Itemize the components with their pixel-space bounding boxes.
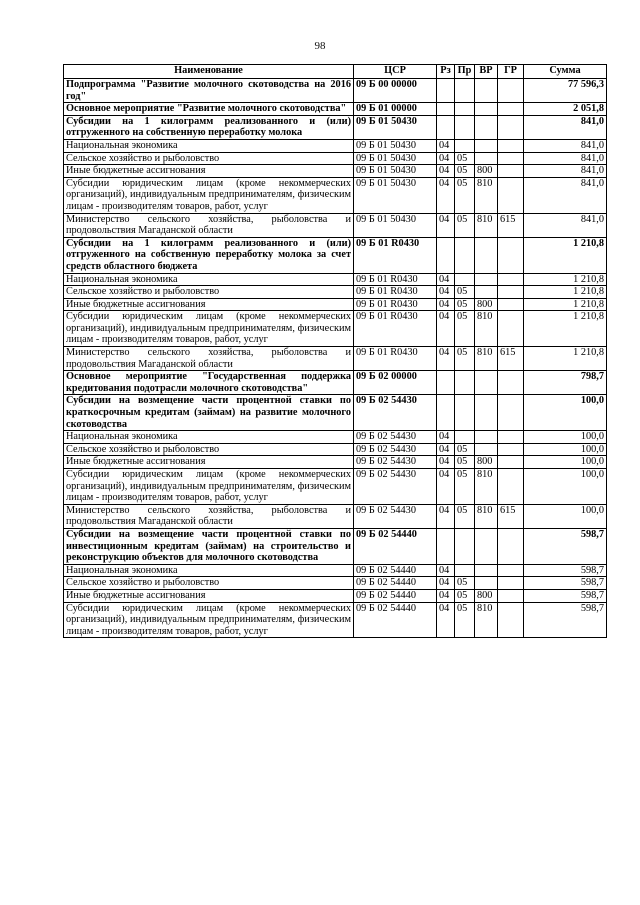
cell-rz: 04 [437,577,455,590]
cell-name: Иные бюджетные ассигнования [64,589,354,602]
cell-csr: 09 Б 01 50430 [354,177,437,213]
cell-gr [498,395,524,431]
cell-csr: 09 Б 01 50430 [354,152,437,165]
table-row [64,177,607,213]
cell-rz: 04 [437,564,455,577]
cell-gr: 615 [498,347,524,371]
cell-rz [437,79,455,103]
cell-gr [498,577,524,590]
table-row [64,602,607,638]
cell-rz: 04 [437,298,455,311]
table-row [64,564,607,577]
table-row [64,589,607,602]
cell-vr: 800 [475,298,498,311]
cell-gr: 615 [498,504,524,528]
cell-pr [455,139,475,152]
cell-name: Подпрограмма "Развитие молочного скотоводства на 2016 год" [64,79,354,103]
cell-gr [498,177,524,213]
cell-sum: 598,7 [524,589,607,602]
cell-csr: 09 Б 02 54440 [354,564,437,577]
cell-csr: 09 Б 01 50430 [354,115,437,139]
cell-pr: 05 [455,347,475,371]
cell-csr: 09 Б 02 54430 [354,456,437,469]
table-row [64,504,607,528]
cell-pr: 05 [455,152,475,165]
cell-gr [498,528,524,564]
page-number: 98 [314,40,326,52]
cell-csr: 09 Б 02 54430 [354,504,437,528]
cell-pr [455,371,475,395]
cell-vr: 800 [475,589,498,602]
cell-csr: 09 Б 02 54440 [354,577,437,590]
table-row [64,115,607,139]
cell-csr: 09 Б 01 50430 [354,165,437,178]
table-row [64,139,607,152]
cell-csr: 09 Б 02 00000 [354,371,437,395]
cell-vr [475,152,498,165]
table-row [64,347,607,371]
cell-sum: 1 210,8 [524,273,607,286]
cell-pr [455,395,475,431]
cell-sum: 598,7 [524,577,607,590]
table-row [64,395,607,431]
header-sum: Сумма [524,65,607,79]
cell-name: Министерство сельского хозяйства, рыболовства и продовольствия Магаданской области [64,504,354,528]
cell-csr: 09 Б 01 R0430 [354,298,437,311]
cell-gr [498,139,524,152]
cell-sum: 1 210,8 [524,311,607,347]
cell-csr: 09 Б 01 R0430 [354,273,437,286]
cell-vr [475,528,498,564]
cell-name: Субсидии юридическим лицам (кроме некоммерческих организаций), индивидуальным предпринимателям, физическим лицам - производителям товаров, работ, услуг [64,177,354,213]
cell-name: Сельское хозяйство и рыболовство [64,286,354,299]
cell-csr: 09 Б 02 54430 [354,443,437,456]
cell-sum: 841,0 [524,115,607,139]
cell-gr [498,115,524,139]
table-row [64,152,607,165]
cell-pr [455,528,475,564]
header-gr: ГР [498,65,524,79]
cell-rz [437,371,455,395]
cell-vr: 810 [475,347,498,371]
cell-sum: 2 051,8 [524,103,607,116]
cell-sum: 1 210,8 [524,286,607,299]
header-csr: ЦСР [354,65,437,79]
cell-vr [475,103,498,116]
cell-vr [475,139,498,152]
cell-pr [455,564,475,577]
header-rz: Рз [437,65,455,79]
cell-name: Основное мероприятие "Развитие молочного скотоводства" [64,103,354,116]
table-row [64,577,607,590]
cell-sum: 100,0 [524,504,607,528]
cell-pr: 05 [455,504,475,528]
cell-sum: 798,7 [524,371,607,395]
cell-vr [475,79,498,103]
cell-name: Иные бюджетные ассигнования [64,456,354,469]
cell-sum: 841,0 [524,139,607,152]
cell-name: Основное мероприятие "Государственная поддержка кредитования подотрасли молочного скотоводства" [64,371,354,395]
cell-name: Национальная экономика [64,139,354,152]
cell-gr [498,469,524,505]
cell-rz [437,237,455,273]
cell-sum: 841,0 [524,213,607,237]
cell-gr: 615 [498,213,524,237]
cell-gr [498,456,524,469]
cell-rz: 04 [437,286,455,299]
cell-vr: 800 [475,456,498,469]
cell-name: Национальная экономика [64,273,354,286]
cell-csr: 09 Б 01 50430 [354,213,437,237]
cell-gr [498,152,524,165]
cell-pr: 05 [455,286,475,299]
cell-name: Министерство сельского хозяйства, рыболовства и продовольствия Магаданской области [64,213,354,237]
cell-rz: 04 [437,152,455,165]
cell-sum: 598,7 [524,564,607,577]
cell-vr [475,273,498,286]
cell-gr [498,431,524,444]
cell-rz: 04 [437,177,455,213]
cell-gr [498,103,524,116]
cell-sum: 100,0 [524,443,607,456]
cell-vr: 810 [475,504,498,528]
cell-gr [498,273,524,286]
cell-sum: 1 210,8 [524,347,607,371]
cell-name: Сельское хозяйство и рыболовство [64,443,354,456]
cell-sum: 77 596,3 [524,79,607,103]
cell-name: Иные бюджетные ассигнования [64,298,354,311]
cell-rz: 04 [437,431,455,444]
cell-name: Субсидии на 1 килограмм реализованного и (или) отгруженного на собственную переработку молока [64,115,354,139]
cell-rz [437,115,455,139]
cell-csr: 09 Б 01 R0430 [354,286,437,299]
header-pr: Пр [455,65,475,79]
cell-csr: 09 Б 00 00000 [354,79,437,103]
header-vr: ВР [475,65,498,79]
cell-csr: 09 Б 02 54430 [354,469,437,505]
cell-gr [498,237,524,273]
cell-sum: 100,0 [524,395,607,431]
table-row [64,79,607,103]
header-name: Наименование [64,65,354,79]
cell-gr [498,443,524,456]
cell-pr: 05 [455,311,475,347]
cell-sum: 841,0 [524,152,607,165]
cell-gr [498,165,524,178]
cell-name: Министерство сельского хозяйства, рыболовства и продовольствия Магаданской области [64,347,354,371]
cell-gr [498,564,524,577]
table-row [64,469,607,505]
table-row [64,237,607,273]
cell-rz: 04 [437,165,455,178]
cell-name: Национальная экономика [64,564,354,577]
cell-name: Сельское хозяйство и рыболовство [64,577,354,590]
cell-vr [475,564,498,577]
cell-csr: 09 Б 02 54430 [354,395,437,431]
cell-gr [498,298,524,311]
cell-vr [475,577,498,590]
table-body [64,79,607,638]
cell-csr: 09 Б 01 R0430 [354,311,437,347]
cell-pr [455,237,475,273]
cell-vr: 810 [475,177,498,213]
cell-sum: 100,0 [524,469,607,505]
cell-gr [498,371,524,395]
cell-rz: 04 [437,456,455,469]
cell-csr: 09 Б 02 54430 [354,431,437,444]
cell-name: Национальная экономика [64,431,354,444]
cell-sum: 841,0 [524,165,607,178]
cell-pr: 05 [455,298,475,311]
table-row [64,456,607,469]
cell-vr [475,237,498,273]
cell-name: Сельское хозяйство и рыболовство [64,152,354,165]
cell-sum: 1 210,8 [524,298,607,311]
cell-gr [498,311,524,347]
cell-name: Субсидии на 1 килограмм реализованного и (или) отгруженного на собственную переработку молока за счет средств областного бюджета [64,237,354,273]
cell-pr: 05 [455,165,475,178]
cell-vr: 800 [475,165,498,178]
cell-vr [475,431,498,444]
cell-csr: 09 Б 01 00000 [354,103,437,116]
cell-rz: 04 [437,273,455,286]
cell-gr [498,602,524,638]
cell-pr: 05 [455,589,475,602]
cell-pr: 05 [455,602,475,638]
table-row [64,528,607,564]
cell-pr [455,273,475,286]
cell-name: Субсидии на возмещение части процентной ставки по краткосрочным кредитам (займам) на развитие молочного скотоводства [64,395,354,431]
cell-sum: 100,0 [524,456,607,469]
table-row [64,273,607,286]
cell-csr: 09 Б 02 54440 [354,602,437,638]
cell-sum: 598,7 [524,602,607,638]
cell-rz: 04 [437,504,455,528]
cell-vr [475,286,498,299]
table-row [64,431,607,444]
cell-rz [437,528,455,564]
cell-sum: 100,0 [524,431,607,444]
cell-vr [475,443,498,456]
cell-pr [455,103,475,116]
cell-rz: 04 [437,213,455,237]
cell-pr: 05 [455,177,475,213]
cell-pr [455,115,475,139]
cell-gr [498,589,524,602]
cell-name: Субсидии юридическим лицам (кроме некоммерческих организаций), индивидуальным предпринимателям, физическим лицам - производителям товаров, работ, услуг [64,602,354,638]
table-row [64,165,607,178]
cell-rz: 04 [437,589,455,602]
cell-pr: 05 [455,469,475,505]
cell-vr [475,371,498,395]
cell-sum: 1 210,8 [524,237,607,273]
cell-rz [437,395,455,431]
table-row [64,311,607,347]
cell-gr [498,79,524,103]
cell-vr: 810 [475,311,498,347]
cell-pr [455,79,475,103]
cell-name: Иные бюджетные ассигнования [64,165,354,178]
cell-pr [455,431,475,444]
cell-pr: 05 [455,456,475,469]
cell-csr: 09 Б 02 54440 [354,589,437,602]
cell-vr: 810 [475,213,498,237]
cell-pr: 05 [455,443,475,456]
cell-rz: 04 [437,139,455,152]
cell-pr: 05 [455,213,475,237]
budget-table [63,64,607,638]
cell-csr: 09 Б 01 R0430 [354,237,437,273]
cell-vr [475,395,498,431]
cell-rz [437,103,455,116]
cell-rz: 04 [437,347,455,371]
cell-rz: 04 [437,602,455,638]
cell-rz: 04 [437,311,455,347]
table-row [64,103,607,116]
cell-csr: 09 Б 02 54440 [354,528,437,564]
table-row [64,213,607,237]
cell-name: Субсидии юридическим лицам (кроме некоммерческих организаций), индивидуальным предпринимателям, физическим лицам - производителям товаров, работ, услуг [64,469,354,505]
cell-csr: 09 Б 01 50430 [354,139,437,152]
cell-name: Субсидии юридическим лицам (кроме некоммерческих организаций), индивидуальным предпринимателям, физическим лицам - производителям товаров, работ, услуг [64,311,354,347]
cell-name: Субсидии на возмещение части процентной ставки по инвестиционным кредитам (займам) на строительство и реконструкцию объектов для молочного скотоводства [64,528,354,564]
cell-vr: 810 [475,469,498,505]
cell-pr: 05 [455,577,475,590]
table-row [64,286,607,299]
cell-rz: 04 [437,443,455,456]
table-row [64,371,607,395]
cell-sum: 598,7 [524,528,607,564]
cell-gr [498,286,524,299]
cell-rz: 04 [437,469,455,505]
cell-csr: 09 Б 01 R0430 [354,347,437,371]
table-header-row [64,65,607,79]
cell-vr: 810 [475,602,498,638]
table-row [64,298,607,311]
cell-sum: 841,0 [524,177,607,213]
cell-vr [475,115,498,139]
table-row [64,443,607,456]
